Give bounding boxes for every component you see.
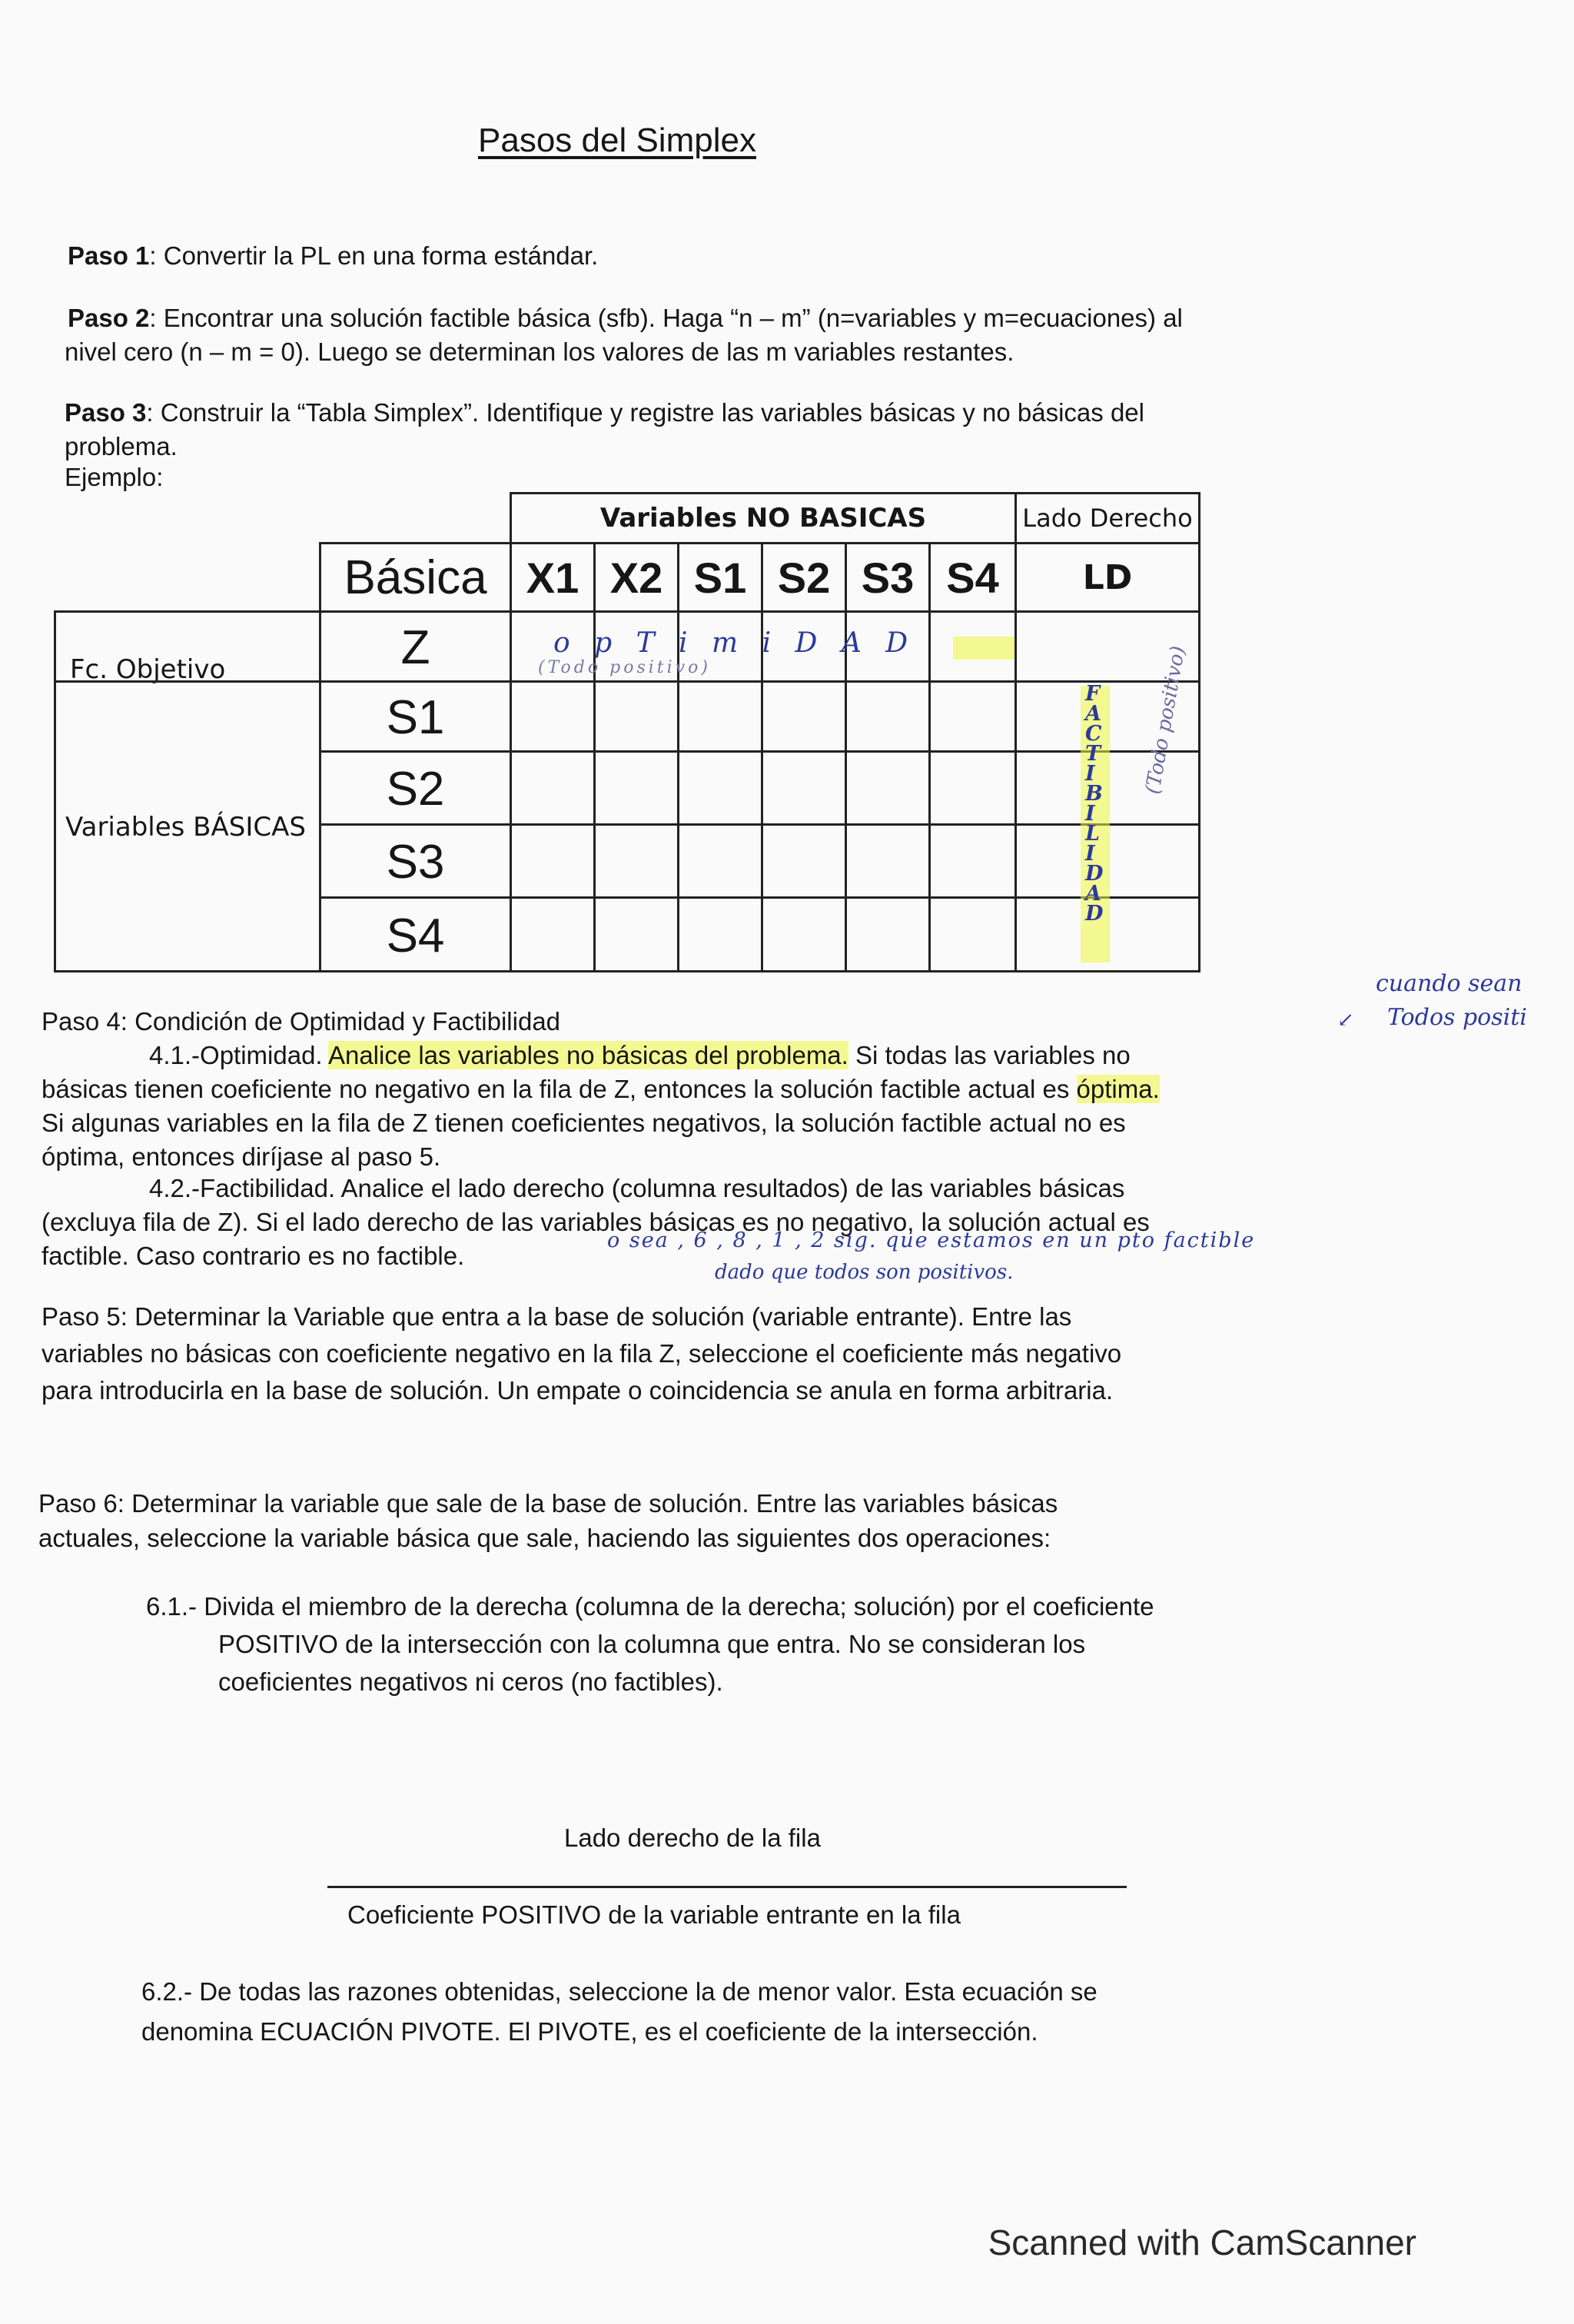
row-label-basic — [54, 680, 321, 972]
row-s2: S2 — [319, 750, 512, 826]
table-cell — [593, 680, 679, 753]
col-x2: X2 — [593, 542, 679, 613]
table-cell — [845, 680, 931, 753]
table-cell — [593, 896, 679, 972]
table-cell — [928, 823, 1017, 899]
header-nonbasic: Variables NO BASICAS — [510, 492, 1017, 544]
paso-4-line-6: (excluya fila de Z). Si el lado derecho de las variables básicas es no negativo, la solución actual es — [42, 1208, 1150, 1236]
scanner-watermark: Scanned with CamScanner — [988, 2223, 1416, 2262]
col-s3: S3 — [845, 542, 931, 613]
paso-6-line-1: Paso 6: Determinar la variable que sale de la base de solución. Entre las variables básicas — [38, 1489, 1058, 1518]
highlight-z-row — [953, 637, 1014, 660]
paso-4-l1a: 4.1.-Optimidad. — [149, 1041, 328, 1069]
table-cell — [677, 680, 763, 753]
paso-6-2-line-2: denomina ECUACIÓN PIVOTE. El PIVOTE, es el coeficiente de la intersección. — [141, 2017, 1038, 2046]
paso-4-l1b: Analice las variables no básicas del problema. — [327, 1041, 848, 1069]
paso-4-line-5: 4.2.-Factibilidad. Analice el lado derecho (columna resultados) de las variables básicas — [149, 1174, 1125, 1202]
handwriting-ld-column: F A C T I B I L I D A D — [1085, 682, 1104, 926]
paso-1 — [68, 240, 598, 273]
table-cell — [761, 750, 847, 826]
paso-3-text-1: : Construir la “Tabla Simplex”. Identifique y registre las variables básicas y no básicas del — [146, 398, 1144, 427]
paso-4-line-3: Si algunas variables en la fila de Z tienen coeficientes negativos, la solución factible actual no es — [42, 1109, 1126, 1137]
table-cell — [761, 680, 847, 753]
row-z: Z — [319, 610, 512, 683]
table-cell — [928, 680, 1017, 753]
paso-4-l2a: básicas tienen coeficiente no negativo en la fila de Z, entonces la solución factible actual es — [42, 1075, 1077, 1103]
table-cell — [510, 680, 596, 753]
row-label-basic-text: Variables BÁSICAS — [65, 812, 306, 843]
paso-3-line-1 — [65, 397, 1144, 430]
row-label-objective — [54, 610, 321, 683]
table-cell — [761, 823, 847, 899]
row-s3: S3 — [319, 823, 512, 899]
handwriting-factibilidad-2: dado que todos son positivos. — [715, 1261, 1014, 1284]
row-s1: S1 — [319, 680, 512, 753]
table-cell — [845, 750, 931, 826]
table-cell — [510, 896, 596, 972]
paso-4-line-2 — [42, 1073, 1160, 1106]
paso-6-1-line-3: coeficientes negativos ni ceros (no factibles). — [218, 1667, 723, 1696]
col-s2: S2 — [761, 542, 847, 613]
row-s4: S4 — [319, 896, 512, 972]
col-ld: LD — [1014, 542, 1200, 613]
table-cell — [510, 750, 596, 826]
paso-2-label: Paso 2 — [68, 304, 150, 332]
col-s1: S1 — [677, 542, 763, 613]
handwriting-ld-side: (Todo positivo) — [1141, 644, 1190, 796]
paso-1-text: : Convertir la PL en una forma estándar. — [149, 241, 599, 270]
table-cell — [593, 750, 679, 826]
col-basica: Básica — [319, 542, 512, 613]
table-cell — [845, 896, 931, 972]
paso-6-line-2: actuales, seleccione la variable básica que sale, haciendo las siguientes dos operaciones: — [38, 1524, 1051, 1552]
row-label-objective-text: Fc. Objetivo — [70, 654, 226, 685]
fraction-numerator: Lado derecho de la fila — [564, 1824, 821, 1852]
paso-4-line-4: óptima, entonces diríjase al paso 5. — [42, 1142, 441, 1171]
handwriting-margin-2: Todos positi — [1387, 1004, 1527, 1031]
table-cell — [928, 896, 1017, 972]
paso-4-heading: Paso 4: Condición de Optimidad y Factibilidad — [42, 1007, 561, 1036]
handwriting-z-row-sub: (Todo positivo) — [538, 658, 711, 677]
paso-4-line-1 — [149, 1039, 1131, 1072]
handwriting-factibilidad-1: o sea , 6 , 8 , 1 , 2 sig. que estamos en un pto factible — [607, 1228, 1256, 1252]
col-s4: S4 — [928, 542, 1017, 613]
handwriting-margin-arrow-icon: ↙ — [1337, 1009, 1354, 1032]
paso-2-text-1: : Encontrar una solución factible básica (sfb). Haga “n – m” (n=variables y m=ecuaciones) al — [149, 304, 1183, 332]
paso-3-line-3: Ejemplo: — [65, 463, 164, 491]
page-title: Pasos del Simplex — [478, 121, 756, 159]
table-cell — [845, 823, 931, 899]
fraction-denominator: Coeficiente POSITIVO de la variable entrante en la fila — [347, 1900, 961, 1929]
paso-1-label: Paso 1 — [68, 241, 150, 270]
handwriting-margin-1: cuando sean — [1376, 970, 1523, 997]
paso-6-1-line-1: 6.1.- Divida el miembro de la derecha (columna de la derecha; solución) por el coeficiente — [146, 1592, 1154, 1621]
table-cell — [677, 896, 763, 972]
table-cell — [677, 750, 763, 826]
table-cell — [761, 896, 847, 972]
col-x1: X1 — [510, 542, 596, 613]
paso-6-1-line-2: POSITIVO de la intersección con la columna que entra. No se consideran los — [218, 1630, 1086, 1658]
paso-4-l2b: óptima. — [1076, 1075, 1160, 1103]
table-cell — [510, 823, 596, 899]
handwriting-z-row: o p T i m i D A D — [553, 627, 916, 659]
paso-5-line-3: para introducirla en la base de solución. Un empate o coincidencia se anula en forma arbitraria. — [42, 1376, 1114, 1405]
paso-3-label: Paso 3 — [65, 398, 147, 427]
paso-2-line-2: nivel cero (n – m = 0). Luego se determinan los valores de las m variables restantes. — [65, 337, 1014, 366]
table-cell — [928, 750, 1017, 826]
paso-2-line-1 — [68, 302, 1183, 335]
header-rhs: Lado Derecho — [1014, 492, 1200, 544]
paso-4-line-7: factible. Caso contrario es no factible. — [42, 1242, 465, 1270]
paso-3-line-2: problema. — [65, 432, 178, 460]
paso-4-l1c: Si todas las variables no — [848, 1041, 1131, 1069]
table-cell — [593, 823, 679, 899]
table-cell — [677, 823, 763, 899]
fraction-line — [327, 1886, 1127, 1888]
paso-5-line-1: Paso 5: Determinar la Variable que entra a la base de solución (variable entrante). Entre las — [42, 1302, 1072, 1331]
paso-5-line-2: variables no básicas con coeficiente negativo en la fila Z, seleccione el coeficiente más negativo — [42, 1339, 1122, 1368]
paso-6-2-line-1: 6.2.- De todas las razones obtenidas, seleccione la de menor valor. Esta ecuación se — [141, 1977, 1097, 2006]
